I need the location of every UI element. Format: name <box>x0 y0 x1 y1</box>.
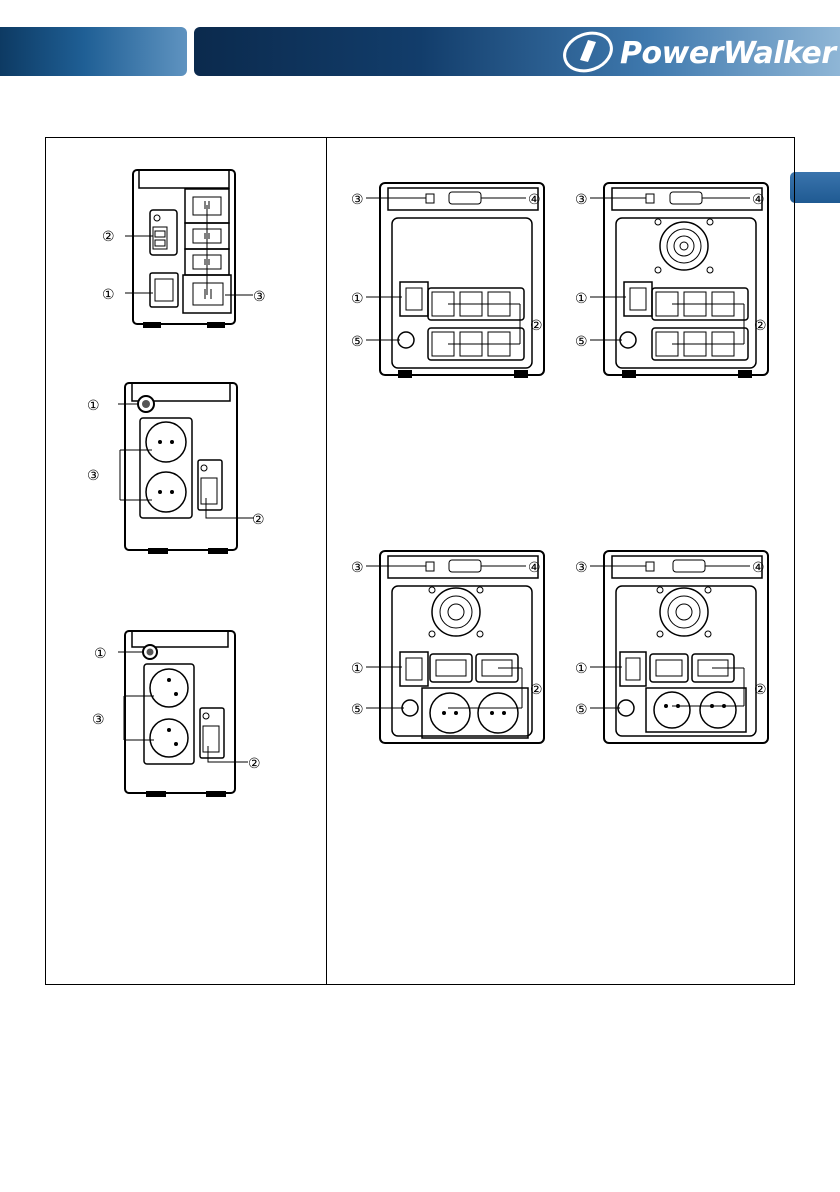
callout-3: ③ <box>351 560 364 576</box>
callout-3: ③ <box>351 192 364 208</box>
section-tab <box>790 172 840 203</box>
callout-1: ① <box>575 661 588 677</box>
ups-rear-schuko <box>80 380 280 555</box>
callout-2: ② <box>252 512 265 528</box>
callout-1: ① <box>87 398 100 414</box>
brand-name: PowerWalker <box>620 36 836 71</box>
callout-2: ② <box>248 756 261 772</box>
callout-1: ② <box>102 229 115 245</box>
callout-4: ④ <box>528 560 541 576</box>
ups-rear-mixed-schuko <box>348 548 553 748</box>
callout-2: ② <box>754 682 767 698</box>
callout-3: ③ <box>87 468 100 484</box>
callout-5: ⑤ <box>351 334 364 350</box>
callout-3: ③ <box>575 560 588 576</box>
ups-rear-iec6-fan <box>572 180 777 380</box>
callout-4: ④ <box>528 192 541 208</box>
callout-1: ① <box>575 291 588 307</box>
callout-2: ① <box>102 287 115 303</box>
callout-3: ③ <box>575 192 588 208</box>
frame-divider <box>326 137 327 985</box>
callout-1: ① <box>351 291 364 307</box>
callout-3: ③ <box>253 289 266 305</box>
callout-5: ⑤ <box>351 702 364 718</box>
callout-2: ② <box>530 318 543 334</box>
header-bar-left <box>0 27 187 76</box>
callout-4: ④ <box>752 192 765 208</box>
ups-rear-mixed-french <box>572 548 777 748</box>
callout-1: ① <box>351 661 364 677</box>
callout-4: ④ <box>752 560 765 576</box>
callout-2: ② <box>754 318 767 334</box>
callout-1: ① <box>94 646 107 662</box>
callout-5: ⑤ <box>575 702 588 718</box>
ups-rear-french <box>88 628 278 798</box>
callout-2: ② <box>530 682 543 698</box>
ups-rear-iec-small <box>95 165 285 330</box>
ups-rear-iec6 <box>348 180 553 380</box>
callout-3: ③ <box>92 712 105 728</box>
callout-5: ⑤ <box>575 334 588 350</box>
